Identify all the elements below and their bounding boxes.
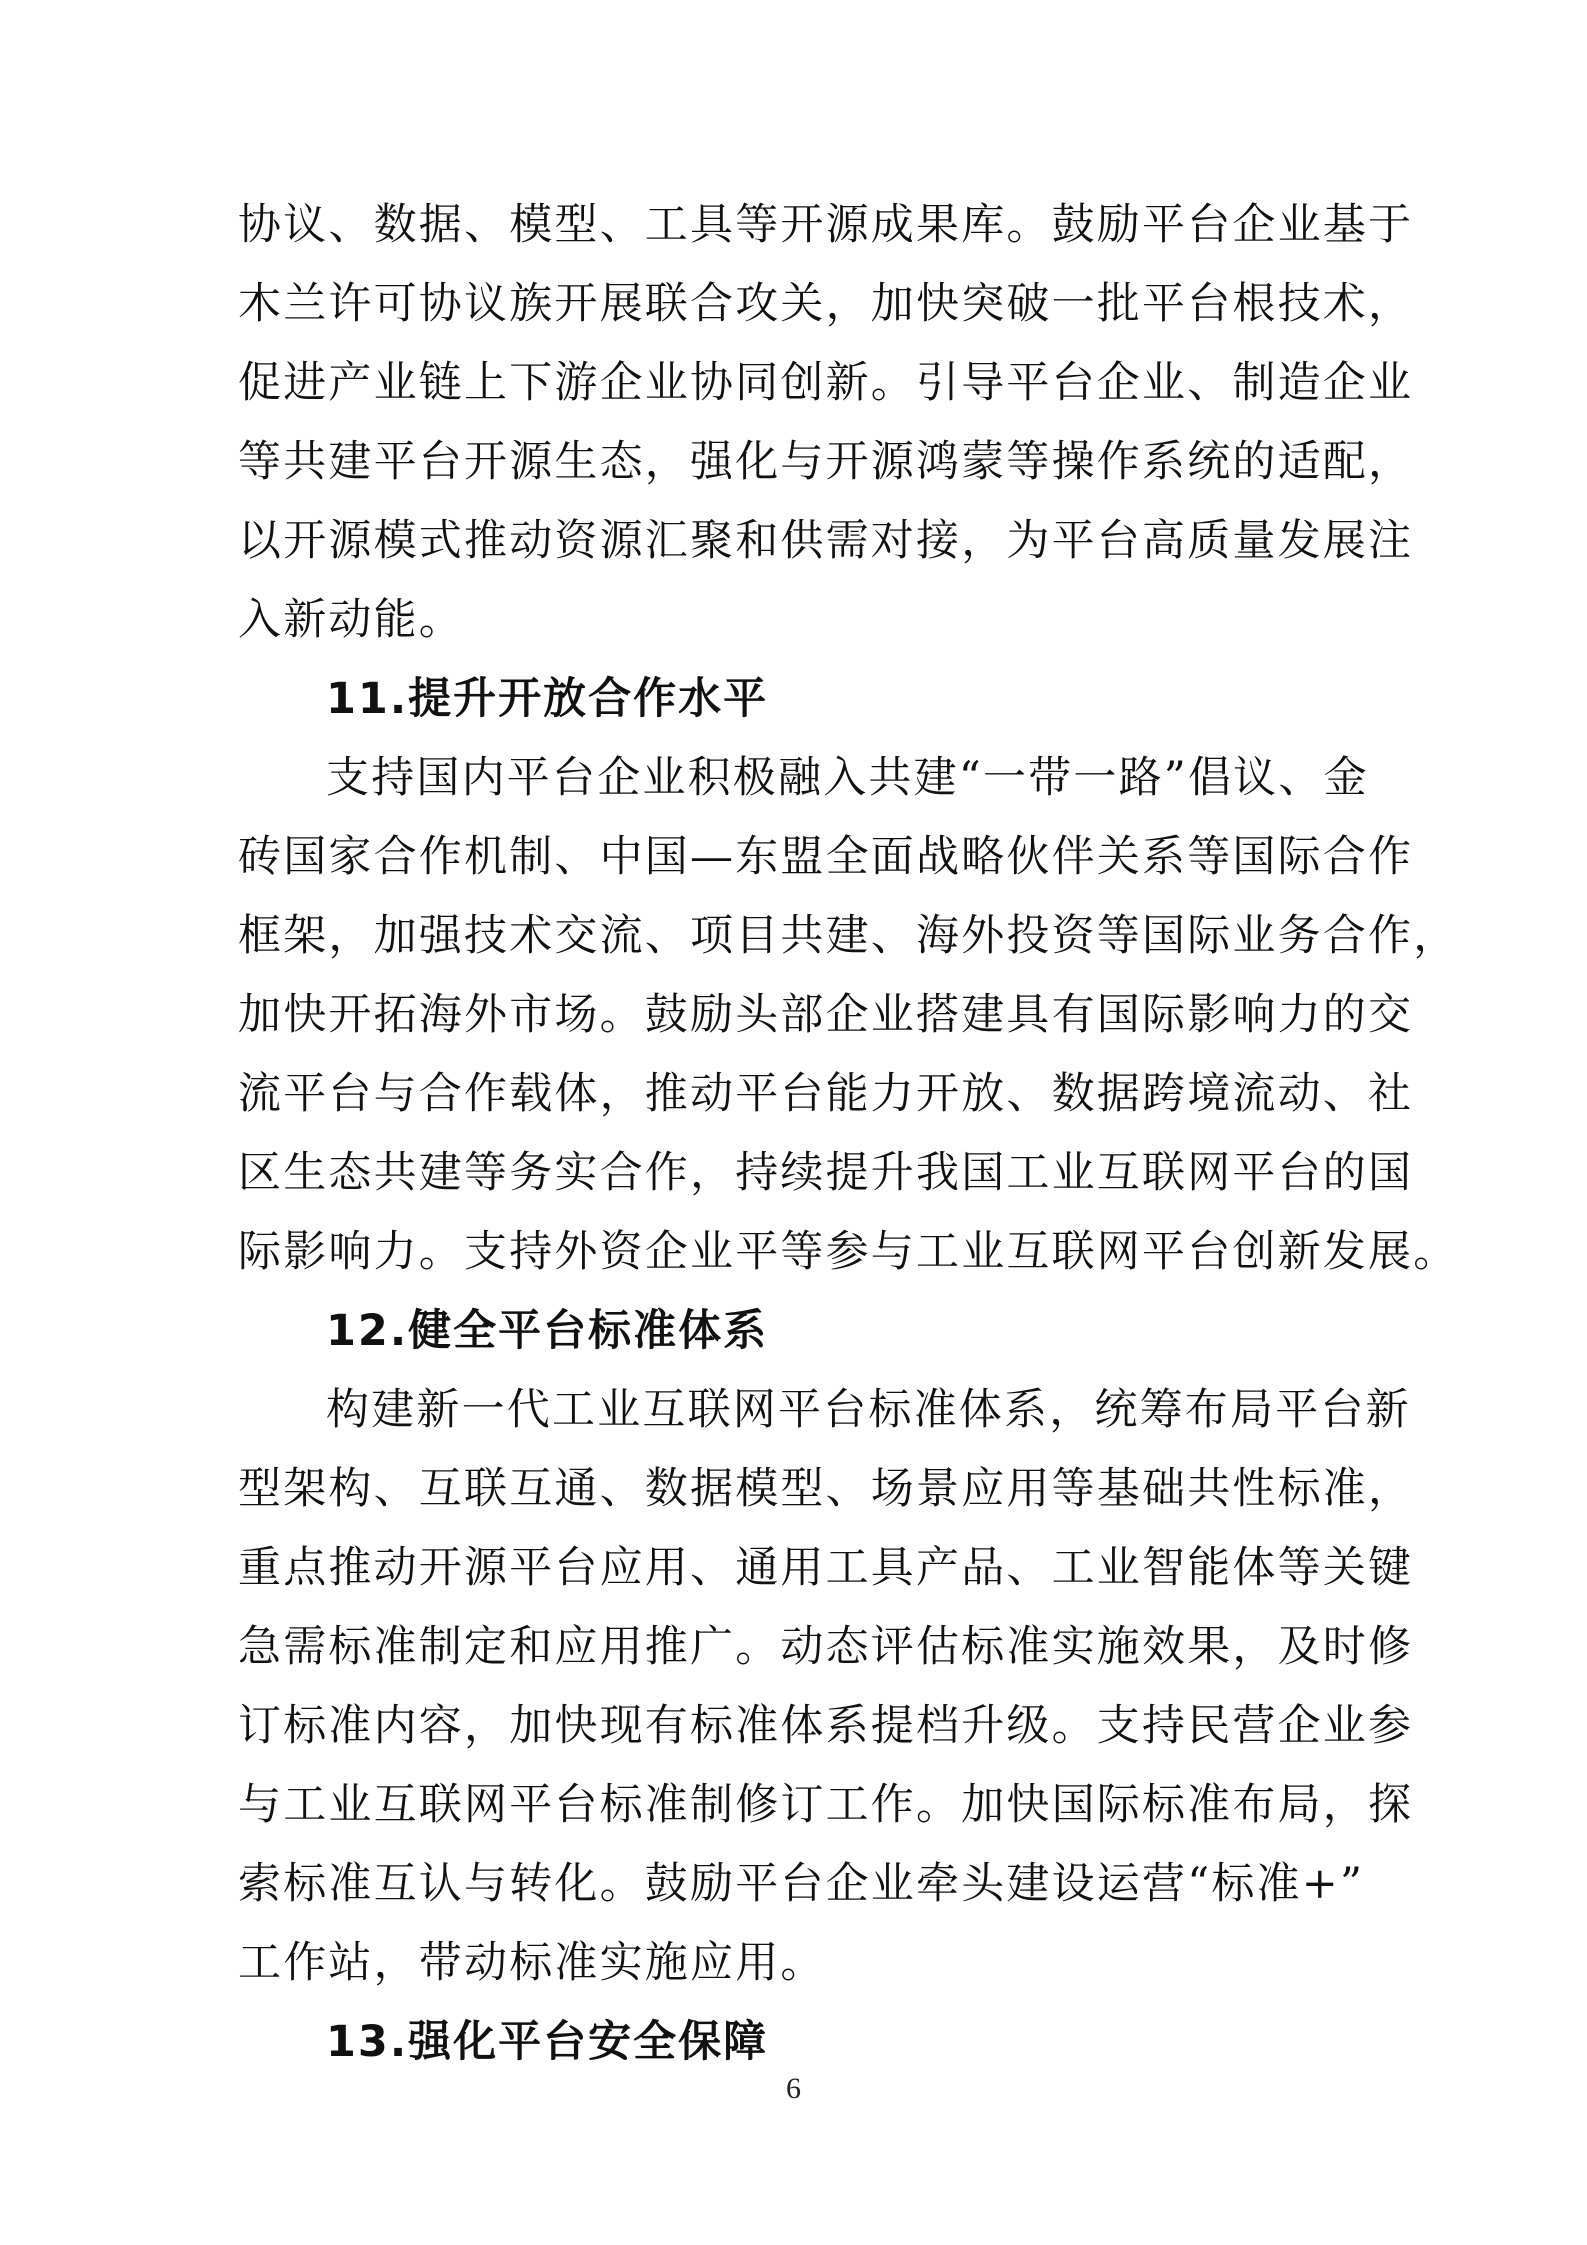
page-number: 6: [786, 2072, 801, 2105]
body-line: 支持国内平台企业积极融入共建“一带一路”倡议、金: [326, 753, 1369, 803]
body-line: 区生态共建等务实合作，持续提升我国工业互联网平台的国: [238, 1148, 1414, 1198]
section-heading-11: 11.提升开放合作水平: [326, 674, 769, 724]
body-line: 以开源模式推动资源汇聚和供需对接，为平台高质量发展注: [238, 516, 1414, 566]
body-line: 框架，加强技术交流、项目共建、海外投资等国际业务合作，: [238, 911, 1459, 961]
body-line: 工作站，带动标准实施应用。: [238, 1938, 826, 1988]
section-heading-12: 12.健全平台标准体系: [326, 1306, 769, 1356]
body-line: 际影响力。支持外资企业平等参与工业互联网平台创新发展。: [238, 1227, 1459, 1277]
body-line: 构建新一代工业互联网平台标准体系，统筹布局平台新: [326, 1385, 1411, 1435]
body-line: 促进产业链上下游企业协同创新。引导平台企业、制造企业: [238, 358, 1414, 408]
body-line: 急需标准制定和应用推广。动态评估标准实施效果，及时修: [238, 1622, 1414, 1672]
body-line: 流平台与合作载体，推动平台能力开放、数据跨境流动、社: [238, 1069, 1414, 1119]
body-line: 砖国家合作机制、中国—东盟全面战略伙伴关系等国际合作: [238, 832, 1414, 882]
body-line: 索标准互认与转化。鼓励平台企业牵头建设运营“标准+”: [238, 1859, 1365, 1909]
body-line: 重点推动开源平台应用、通用工具产品、工业智能体等关键: [238, 1543, 1414, 1593]
section-heading-13: 13.强化平台安全保障: [326, 2017, 769, 2067]
body-line: 订标准内容，加快现有标准体系提档升级。支持民营企业参: [238, 1701, 1414, 1751]
body-line: 加快开拓海外市场。鼓励头部企业搭建具有国际影响力的交: [238, 990, 1414, 1040]
body-line: 与工业互联网平台标准制修订工作。加快国际标准布局，探: [238, 1780, 1414, 1830]
body-line: 型架构、互联互通、数据模型、场景应用等基础共性标准，: [238, 1464, 1414, 1514]
body-line: 等共建平台开源生态，强化与开源鸿蒙等操作系统的适配，: [238, 437, 1414, 487]
body-line: 入新动能。: [238, 595, 464, 645]
document-body: [238, 186, 1459, 2082]
body-line: 协议、数据、模型、工具等开源成果库。鼓励平台企业基于: [238, 200, 1414, 250]
body-line: 木兰许可协议族开展联合攻关，加快突破一批平台根技术，: [238, 279, 1414, 329]
